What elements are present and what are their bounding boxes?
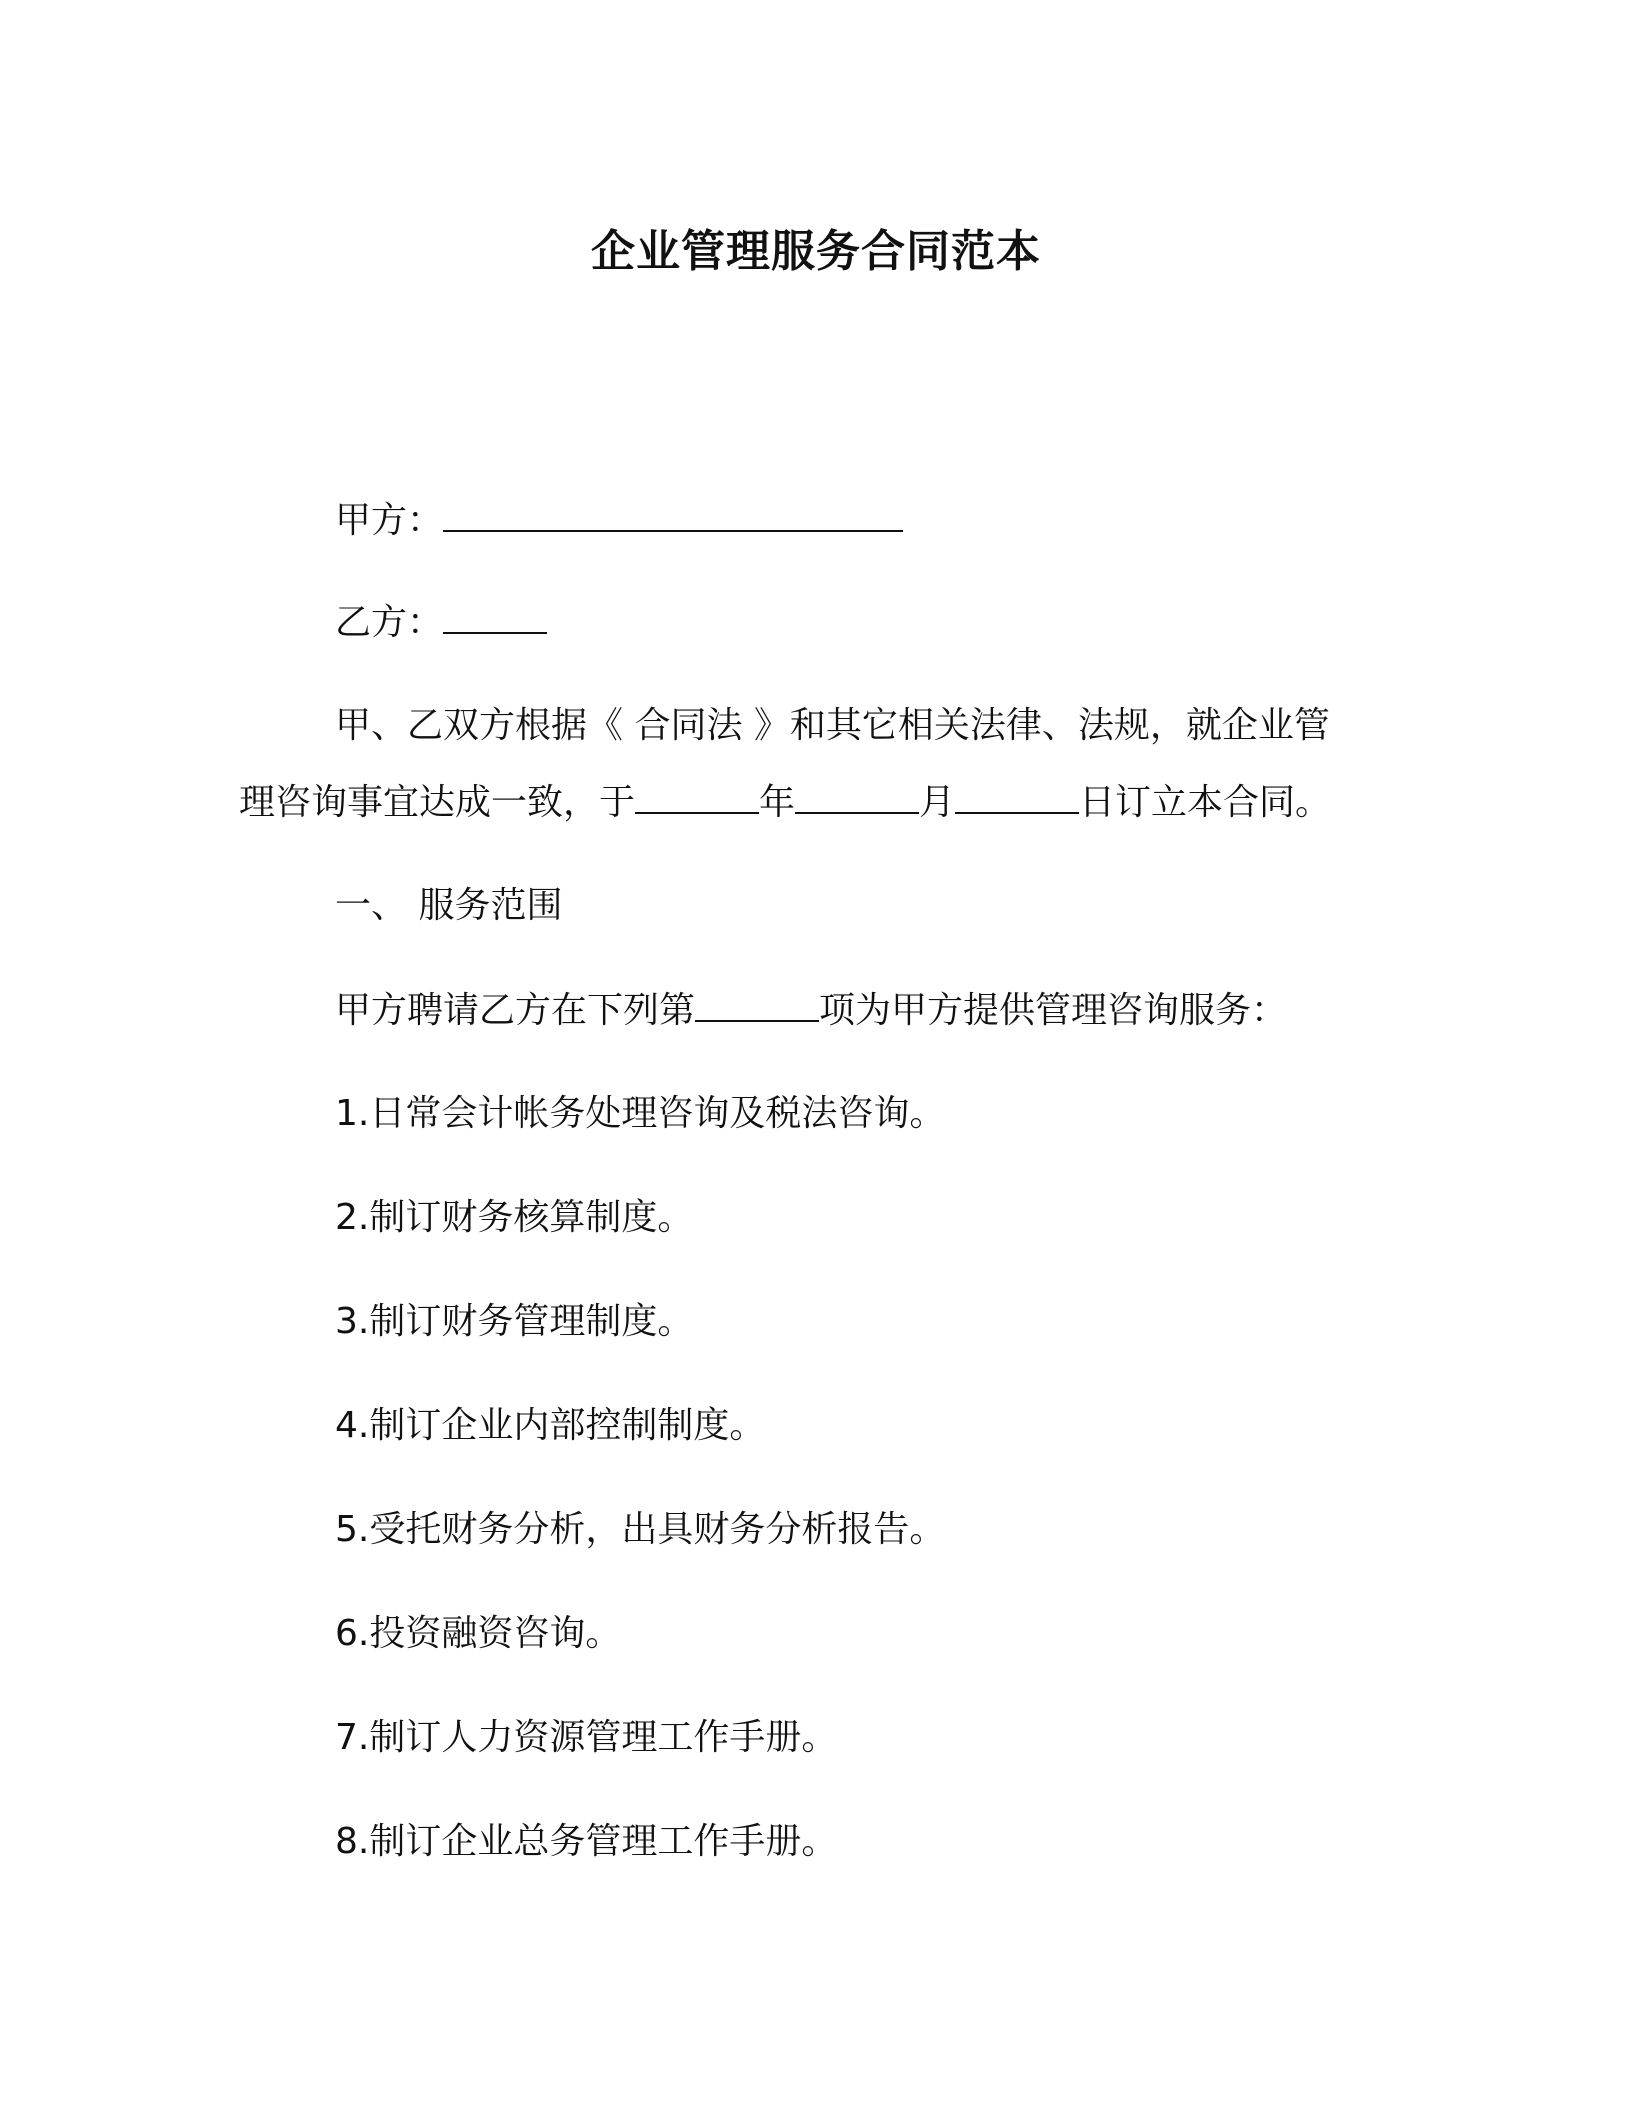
list-item: 5.受托财务分析，出具财务分析报告。 (335, 1509, 946, 1550)
party-b-line (335, 598, 547, 647)
section-1-heading: 一、 服务范围 (335, 885, 563, 926)
year-blank (635, 778, 759, 814)
list-item: 6.投资融资咨询。 (335, 1613, 622, 1654)
day-suffix: 日订立本合同。 (1079, 782, 1332, 823)
list-item: 1.日常会计帐务处理咨询及税法咨询。 (335, 1093, 946, 1134)
list-item: 4.制订企业内部控制制度。 (335, 1405, 766, 1446)
section-1-lead-prefix: 甲方聘请乙方在下列第 (335, 990, 696, 1031)
list-item: 2.制订财务核算制度。 (335, 1197, 694, 1238)
list-item: 7.制订人力资源管理工作手册。 (335, 1717, 838, 1758)
party-a-blank (443, 496, 903, 532)
item-number-blank (695, 986, 819, 1022)
list-item: 3.制订财务管理制度。 (335, 1301, 694, 1342)
document-title: 企业管理服务合同范本 (591, 226, 1041, 277)
month-blank (795, 778, 919, 814)
intro-line-1: 甲、乙双方根据《 合同法 》和其它相关法律、法规，就企业管 (335, 705, 1330, 746)
year-suffix: 年 (759, 782, 796, 823)
intro-line-2-prefix: 理咨询事宜达成一致，于 (239, 782, 636, 823)
list-item: 8.制订企业总务管理工作手册。 (335, 1821, 838, 1862)
party-b-label: 乙方： (335, 602, 444, 643)
day-blank (955, 778, 1079, 814)
month-suffix: 月 (919, 782, 956, 823)
intro-line-2 (239, 778, 1331, 827)
party-a-line (335, 496, 903, 545)
party-a-label: 甲方： (335, 500, 444, 541)
section-1-lead-suffix: 项为甲方提供管理咨询服务： (819, 990, 1288, 1031)
party-b-blank (443, 598, 547, 634)
section-1-lead (335, 986, 1287, 1035)
